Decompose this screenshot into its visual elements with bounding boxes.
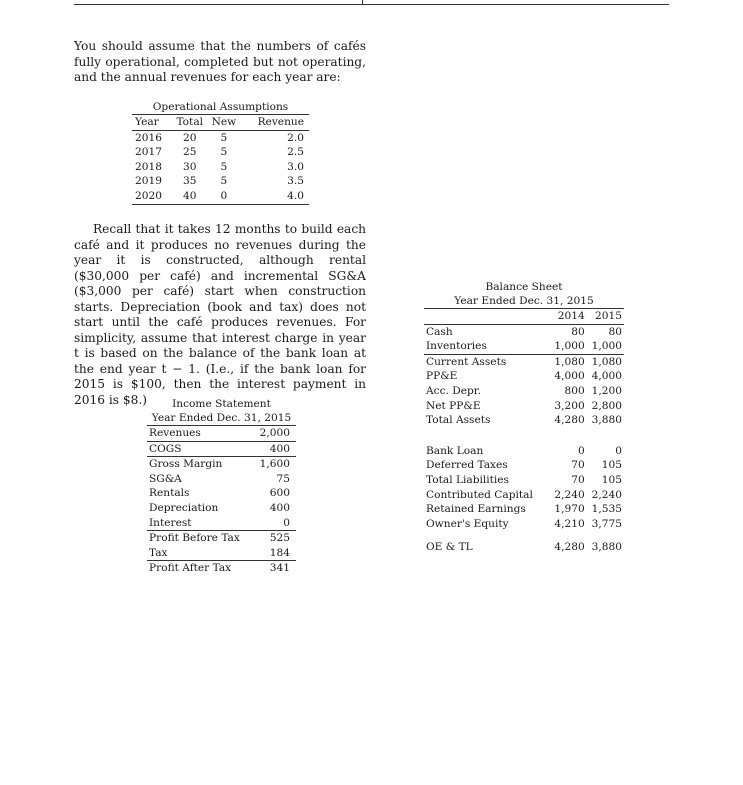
table-row <box>132 145 309 160</box>
table-row <box>424 540 624 555</box>
table-row <box>424 413 624 428</box>
row-label: Profit Before Tax <box>147 531 254 546</box>
table-row <box>424 488 624 503</box>
row-value: 184 <box>269 546 290 559</box>
row-label: Profit After Tax <box>147 561 254 576</box>
cell-revenue: 3.0 <box>287 160 304 173</box>
table-row <box>424 354 624 369</box>
cell-2014: 4,210 <box>554 517 585 530</box>
operational-assumptions-table <box>132 100 309 205</box>
table-row <box>147 457 296 472</box>
col-header-total: Total <box>172 115 207 131</box>
row-label: Owner's Equity <box>426 517 509 530</box>
cell-2014: 70 <box>571 459 585 472</box>
table-row <box>147 516 296 531</box>
cell-total: 30 <box>183 160 197 173</box>
row-label: Interest <box>149 516 192 529</box>
row-label: Revenues <box>147 426 254 442</box>
cell-new: 0 <box>207 189 240 204</box>
cell-2014: 0 <box>577 444 585 457</box>
cell-revenue: 2.0 <box>287 131 304 144</box>
cell-total: 35 <box>183 175 197 188</box>
cell-2015: 1,000 <box>591 340 622 353</box>
row-value: 2,000 <box>254 426 296 442</box>
table-row <box>424 444 624 459</box>
cell-2014: 1,970 <box>554 503 585 516</box>
cell-2014: 1,080 <box>549 354 586 369</box>
cell-2015: 3,880 <box>591 541 622 554</box>
row-value: 75 <box>276 472 290 485</box>
balance-sheet-subtitle: Year Ended Dec. 31, 2015 <box>454 295 594 307</box>
row-label: Total Assets <box>426 414 491 427</box>
row-label: PP&E <box>426 370 458 383</box>
cell-2014: 4,280 <box>554 541 585 554</box>
cell-2015: 105 <box>601 473 622 486</box>
table-row <box>132 130 309 145</box>
row-value: 525 <box>254 531 296 546</box>
cell-2014: 800 <box>564 384 585 397</box>
cell-2014: 3,200 <box>554 399 585 412</box>
table-row <box>147 441 296 457</box>
cell-revenue: 4.0 <box>240 189 309 204</box>
income-statement-title: Income Statement <box>172 398 271 410</box>
row-label: Cash <box>424 324 549 339</box>
cell-2015: 1,535 <box>591 503 622 516</box>
cell-2015: 3,775 <box>591 517 622 530</box>
table-header-row <box>132 115 309 131</box>
cell-revenue: 3.5 <box>287 175 304 188</box>
page-header-rule <box>74 4 669 5</box>
cell-2015: 3,880 <box>591 414 622 427</box>
cell-2014: 80 <box>549 324 586 339</box>
row-label: Total Liabilities <box>426 473 509 486</box>
income-statement-subtitle: Year Ended Dec. 31, 2015 <box>151 412 292 424</box>
balance-sheet-table <box>424 280 624 555</box>
cell-2014: 2,240 <box>554 488 585 501</box>
row-label: Deferred Taxes <box>426 459 508 472</box>
table-row <box>147 561 296 576</box>
cell-2015: 105 <box>601 459 622 472</box>
header-tick-mark <box>362 0 363 4</box>
cell-2015: 2,240 <box>591 488 622 501</box>
cell-new: 5 <box>220 131 228 144</box>
row-label: Rentals <box>149 487 190 500</box>
cell-new: 5 <box>220 146 228 159</box>
cell-2015: 4,000 <box>591 370 622 383</box>
col-header-2015: 2015 <box>587 309 624 325</box>
row-label: Contributed Capital <box>426 488 533 501</box>
cell-new: 5 <box>220 160 228 173</box>
cell-2015: 1,200 <box>591 384 622 397</box>
operational-table-title: Operational Assumptions <box>152 101 289 113</box>
table-row <box>147 472 296 487</box>
row-value: 341 <box>254 561 296 576</box>
row-label: Net PP&E <box>426 399 481 412</box>
cell-total: 25 <box>183 146 197 159</box>
row-label: Depreciation <box>149 501 219 514</box>
row-value: 400 <box>269 501 290 514</box>
col-header-2014: 2014 <box>549 309 586 325</box>
cell-2015: 2,800 <box>591 399 622 412</box>
table-row <box>132 189 309 204</box>
cell-2015: 0 <box>615 444 622 457</box>
cell-2015: 80 <box>587 324 624 339</box>
row-label: SG&A <box>149 472 182 485</box>
recall-paragraph: Recall that it takes 12 months to build each café and it produces no revenues during the year it is constructed, although rental ($30,000 per café) and incremental SG&A ($3,000 per café) start when construction starts. Depreciation (book and tax) does not start until the café produces revenues. For simplicity, assume that interest charge in year t is based on the balance of the bank loan at the end year t − 1. (I.e., if the bank loan for 2015 is $100, then the interest payment in 2016 is $8.) <box>74 222 366 407</box>
table-row <box>147 426 296 442</box>
col-header-year: Year <box>132 115 172 131</box>
table-row <box>424 473 624 488</box>
cell-2015: 1,080 <box>587 354 624 369</box>
table-row <box>132 174 309 189</box>
row-value: 600 <box>269 487 290 500</box>
row-label: Bank Loan <box>426 444 484 457</box>
row-label: OE & TL <box>426 541 473 554</box>
cell-year: 2019 <box>135 175 162 188</box>
row-value: 1,600 <box>254 457 296 472</box>
row-label: Inventories <box>426 340 487 353</box>
table-row <box>424 369 624 384</box>
cell-total: 40 <box>172 189 207 204</box>
income-statement-table <box>147 397 296 576</box>
row-label: Gross Margin <box>147 457 254 472</box>
cell-2014: 70 <box>571 473 585 486</box>
table-row <box>132 160 309 175</box>
cell-revenue: 2.5 <box>287 146 304 159</box>
cell-2014: 4,280 <box>554 414 585 427</box>
col-header-revenue: Revenue <box>240 115 309 131</box>
intro-paragraph: You should assume that the numbers of cafés fully operational, completed but not operating, and the annual revenues for each year are: <box>74 39 366 84</box>
balance-sheet-title: Balance Sheet <box>485 281 563 293</box>
table-row <box>147 531 296 546</box>
cell-2014: 1,000 <box>554 340 585 353</box>
row-label: Current Assets <box>424 354 549 369</box>
cell-year: 2017 <box>135 146 162 159</box>
table-row <box>424 384 624 399</box>
row-label: Retained Earnings <box>426 503 526 516</box>
table-row <box>424 324 624 339</box>
row-label: COGS <box>147 441 254 457</box>
col-header-new: New <box>207 115 240 131</box>
row-value: 400 <box>254 441 296 457</box>
row-label: Tax <box>149 546 168 559</box>
cell-year: 2020 <box>132 189 172 204</box>
cell-year: 2018 <box>135 160 162 173</box>
table-row <box>424 399 624 414</box>
table-row <box>147 546 296 561</box>
row-value: 0 <box>283 516 290 529</box>
table-header-row <box>424 309 624 325</box>
cell-total: 20 <box>183 131 197 144</box>
table-row <box>424 517 624 532</box>
cell-year: 2016 <box>135 131 162 144</box>
table-row <box>424 458 624 473</box>
table-row <box>424 502 624 517</box>
cell-new: 5 <box>220 175 228 188</box>
cell-2014: 4,000 <box>554 370 585 383</box>
table-row <box>147 501 296 516</box>
table-row <box>424 339 624 354</box>
row-label: Acc. Depr. <box>426 384 482 397</box>
table-row <box>147 486 296 501</box>
